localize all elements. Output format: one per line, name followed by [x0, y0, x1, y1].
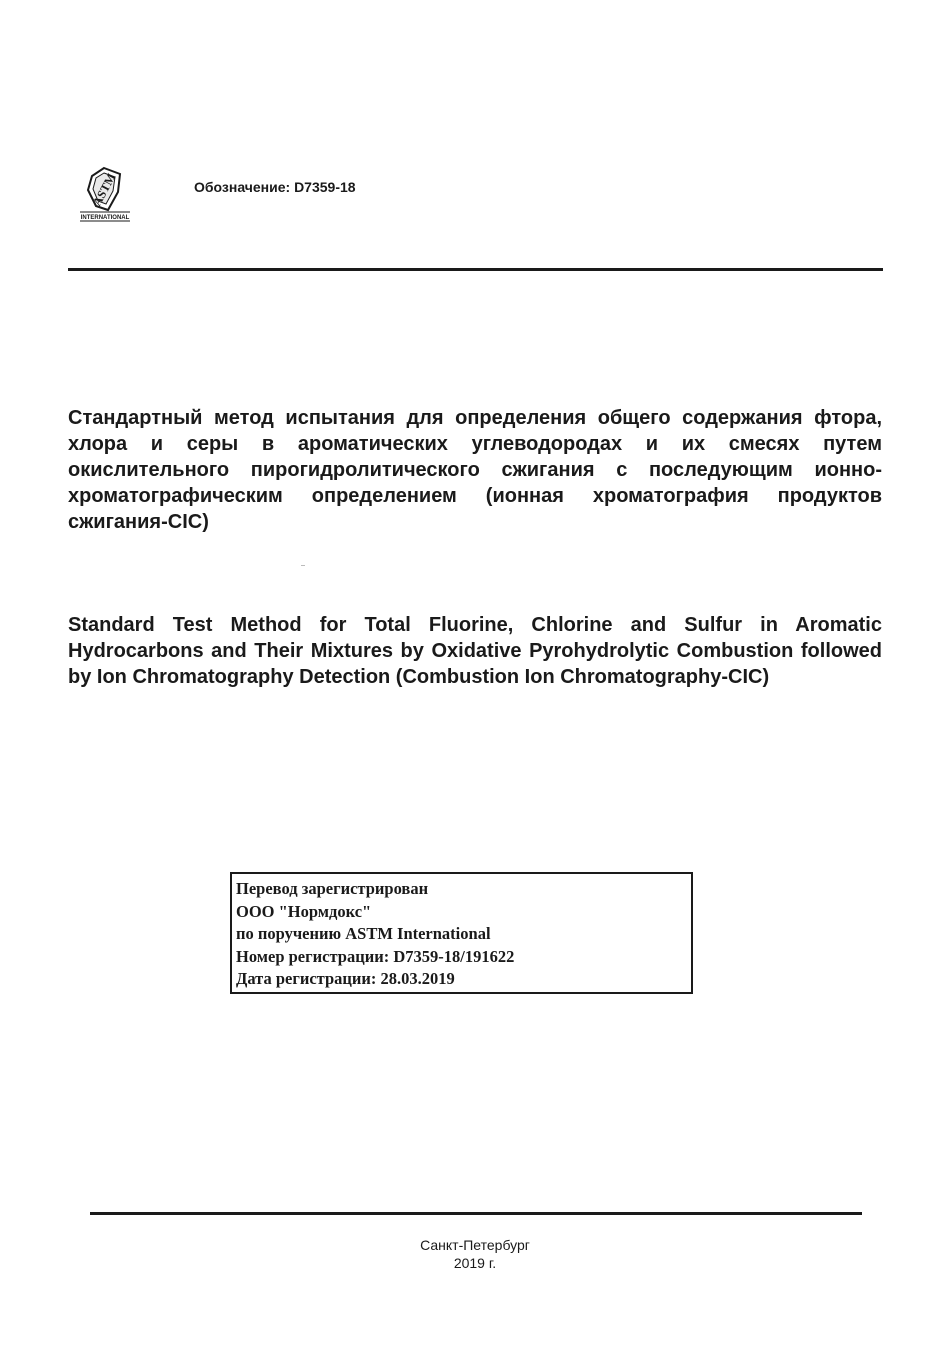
footer-divider [90, 1212, 862, 1215]
document-designation: Обозначение: D7359-18 [194, 179, 356, 195]
title-russian: Стандартный метод испытания для определения общего содержания фтора, хлора и серы в ароматических углеводородах и их смесях путем окислительного пирогидролитического сжигания с последующим ионно-хроматографическим определением (ионная хроматография продуктов сжигания-CIC) [68, 407, 882, 533]
footer-year: 2019 г. [453, 1255, 497, 1271]
astm-logo [78, 166, 132, 222]
stray-mark [301, 565, 305, 566]
registration-number: Номер регистрации: D7359-18/191622 [236, 946, 515, 966]
footer-city: Санкт-Петербург [420, 1237, 530, 1253]
logo-text: ASTM [89, 170, 119, 209]
title-english: Standard Test Method for Total Fluorine, Chlorine and Sulfur in Aromatic Hydrocarbons and Their Mixtures by Oxidative Pyrohydrolytic Combustion followed by Ion Chromatography Detection (Combustion Ion Chromatography-CIC) [68, 614, 882, 688]
registration-box [230, 872, 693, 994]
registration-date: Дата регистрации: 28.03.2019 [236, 969, 455, 988]
registration-status: Перевод зарегистрирован [236, 879, 429, 898]
header-divider [68, 268, 883, 271]
registration-commission: по поручению ASTM International [236, 924, 491, 943]
logo-subtext: INTERNATIONAL [80, 215, 130, 221]
astm-international-logo-icon [78, 166, 132, 222]
registration-company: ООО "Нормдокс" [236, 901, 372, 921]
